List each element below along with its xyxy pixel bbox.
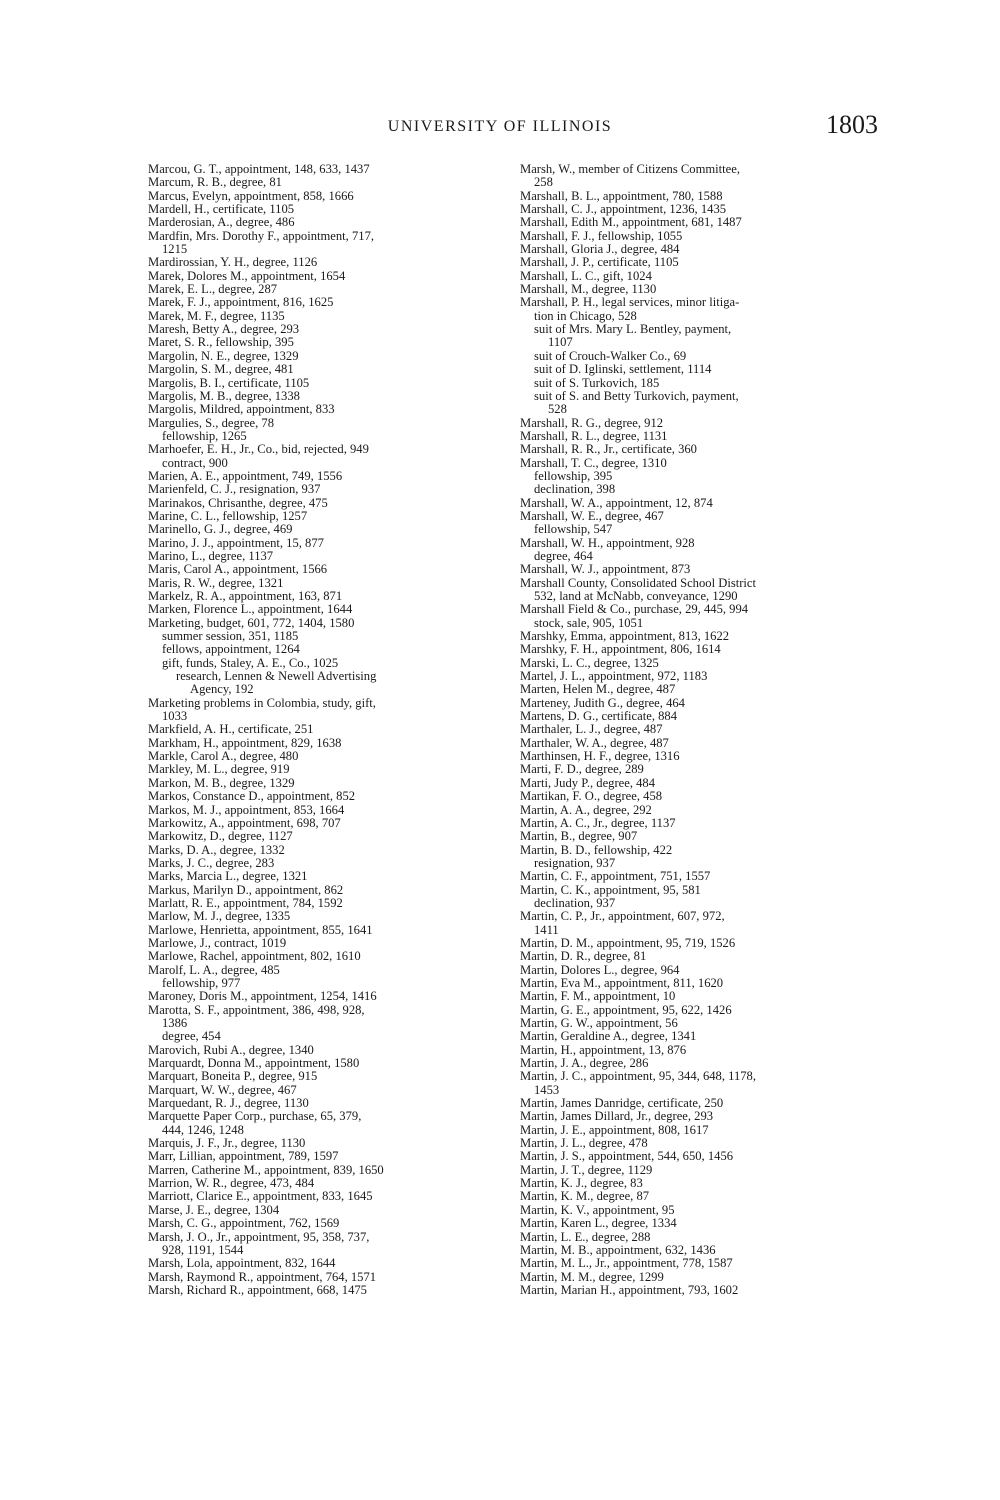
index-entry: declination, 937 [534, 896, 616, 910]
index-entry: 928, 1191, 1544 [162, 1243, 244, 1257]
index-entry: Marek, Dolores M., appointment, 1654 [148, 269, 346, 283]
index-entry: 1215 [162, 243, 188, 257]
index-column-right [520, 163, 865, 1297]
index-entry: Marderosian, A., degree, 486 [148, 216, 295, 230]
index-entry: Martin, Marian H., appointment, 793, 1602 [520, 1283, 739, 1297]
index-entry: Marren, Catherine M., appointment, 839, 1650 [148, 1163, 384, 1177]
index-entry: Markon, M. B., degree, 1329 [148, 776, 295, 790]
index-entry: Marthaler, L. J., degree, 487 [520, 723, 663, 737]
index-entry: Marek, M. F., degree, 1135 [148, 309, 285, 323]
index-entry: Marlowe, Henrietta, appointment, 855, 1641 [148, 923, 373, 937]
index-entry: Marinello, G. J., degree, 469 [148, 523, 293, 537]
index-entry: Martin, C. F., appointment, 751, 1557 [520, 870, 711, 884]
index-entry: Maris, Carol A., appointment, 1566 [148, 563, 328, 577]
index-entry: Margolis, Mildred, appointment, 833 [148, 403, 335, 417]
index-entry: Maris, R. W., degree, 1321 [148, 576, 284, 590]
index-entry: 1453 [534, 1083, 560, 1097]
index-entry: Marlowe, Rachel, appointment, 802, 1610 [148, 950, 361, 964]
index-entry: Martin, L. E., degree, 288 [520, 1230, 651, 1244]
index-entry: Marquart, Boneita P., degree, 915 [148, 1070, 318, 1084]
index-entry: stock, sale, 905, 1051 [534, 616, 644, 630]
index-entry: Marthaler, W. A., degree, 487 [520, 736, 669, 750]
index-entry: suit of D. Iglinski, settlement, 1114 [534, 363, 712, 377]
index-entry: Martin, H., appointment, 13, 876 [520, 1043, 687, 1057]
index-entry: Marolf, L. A., degree, 485 [148, 963, 280, 977]
index-entry: Martin, A. A., degree, 292 [520, 803, 652, 817]
index-entry: Martens, D. G., certificate, 884 [520, 710, 678, 724]
index-entry: Marcum, R. B., degree, 81 [148, 176, 282, 190]
index-entry: suit of S. and Betty Turkovich, payment, [534, 389, 739, 403]
index-entry: Marrion, W. R., degree, 473, 484 [148, 1177, 315, 1191]
index-entry: declination, 398 [534, 483, 616, 497]
index-entry: 528 [548, 403, 567, 417]
index-entry: Marketing, budget, 601, 772, 1404, 1580 [148, 616, 355, 630]
index-entry: Markfield, A. H., certificate, 251 [148, 723, 314, 737]
index-entry: fellowship, 1265 [162, 429, 247, 443]
index-entry: Martin, B. D., fellowship, 422 [520, 843, 673, 857]
index-entry: Markos, Constance D., appointment, 852 [148, 790, 356, 804]
index-entry: 1107 [548, 336, 573, 350]
index-entry: Marshall, C. J., appointment, 1236, 1435 [520, 203, 727, 217]
index-entry: Martin, J. A., degree, 286 [520, 1057, 649, 1071]
index-entry: Marks, Marcia L., degree, 1321 [148, 870, 308, 884]
index-entry: Marshall, R. L., degree, 1131 [520, 429, 668, 443]
index-entry: Marks, D. A., degree, 1332 [148, 843, 285, 857]
index-entry: Maroney, Doris M., appointment, 1254, 1416 [148, 990, 377, 1004]
index-entry: Martin, Dolores L., degree, 964 [520, 963, 680, 977]
index-entry: Marien, A. E., appointment, 749, 1556 [148, 469, 343, 483]
index-entry: Marlow, M. J., degree, 1335 [148, 910, 291, 924]
index-entry: Martin, James Danridge, certificate, 250 [520, 1097, 724, 1111]
index-entry: Markos, M. J., appointment, 853, 1664 [148, 803, 345, 817]
index-entry: Marse, J. E., degree, 1304 [148, 1203, 280, 1217]
index-entry: Marti, Judy P., degree, 484 [520, 776, 656, 790]
index-entry: Marks, J. C., degree, 283 [148, 856, 275, 870]
index-entry: Marienfeld, C. J., resignation, 937 [148, 483, 321, 497]
index-entry: Marsh, Richard R., appointment, 668, 1475 [148, 1283, 367, 1297]
index-entry: Marcus, Evelyn, appointment, 858, 1666 [148, 189, 354, 203]
index-entry: Marshall, R. R., Jr., certificate, 360 [520, 443, 697, 457]
index-entry: Marshall, T. C., degree, 1310 [520, 456, 667, 470]
index-entry: Marlatt, R. E., appointment, 784, 1592 [148, 896, 343, 910]
index-entry: Marshall, R. G., degree, 912 [520, 416, 664, 430]
index-entry: Martin, C. P., Jr., appointment, 607, 972, [520, 910, 725, 924]
index-entry: Maresh, Betty A., degree, 293 [148, 323, 300, 337]
index-entry: Marquis, J. F., Jr., degree, 1130 [148, 1137, 306, 1151]
index-entry: degree, 454 [162, 1030, 221, 1044]
index-entry: Marsh, W., member of Citizens Committee, [520, 163, 741, 176]
index-column-left [148, 163, 493, 1297]
index-entry: Marshky, Emma, appointment, 813, 1622 [520, 630, 730, 644]
index-entry: Marski, L. C., degree, 1325 [520, 656, 659, 670]
index-entry: Marshall, W. H., appointment, 928 [520, 536, 695, 550]
index-entry: Markowitz, D., degree, 1127 [148, 830, 293, 844]
index-entry: Martin, K. J., degree, 83 [520, 1177, 643, 1191]
index-entry: resignation, 937 [534, 856, 616, 870]
index-entry: Marhoefer, E. H., Jr., Co., bid, rejected, 949 [148, 443, 369, 457]
index-entry: Marlowe, J., contract, 1019 [148, 936, 287, 950]
index-entry: Martin, Karen L., degree, 1334 [520, 1217, 677, 1231]
index-entry: degree, 464 [534, 549, 593, 563]
index-entry: Martin, M. L., Jr., appointment, 778, 1587 [520, 1257, 733, 1271]
index-entry: Marshall Field & Co., purchase, 29, 445, 994 [520, 603, 749, 617]
index-entry: Marshall, L. C., gift, 1024 [520, 269, 652, 283]
index-entry: Marotta, S. F., appointment, 386, 498, 928, [148, 1003, 365, 1017]
index-entry: tion in Chicago, 528 [534, 309, 637, 323]
index-entry: Marriott, Clarice E., appointment, 833, 1645 [148, 1190, 373, 1204]
index-entry: Markham, H., appointment, 829, 1638 [148, 736, 342, 750]
index-entry: Martin, A. C., Jr., degree, 1137 [520, 816, 676, 830]
index-entry: Marsh, Raymond R., appointment, 764, 1571 [148, 1270, 377, 1284]
index-entry: Marshall, J. P., certificate, 1105 [520, 256, 679, 270]
index-entry: Martin, James Dillard, Jr., degree, 293 [520, 1110, 714, 1124]
index-entry: Markus, Marilyn D., appointment, 862 [148, 883, 344, 897]
index-entry: gift, funds, Staley, A. E., Co., 1025 [162, 656, 339, 670]
index-entry: Mardirossian, Y. H., degree, 1126 [148, 256, 318, 270]
index-entry: Marti, F. D., degree, 289 [520, 763, 644, 777]
index-entry: Marshall, W. E., degree, 467 [520, 509, 664, 523]
index-entry: 1033 [162, 710, 188, 724]
index-entry: fellowship, 547 [534, 523, 613, 537]
index-entry: Marshall, M., degree, 1130 [520, 283, 657, 297]
index-entry: Marten, Helen M., degree, 487 [520, 683, 676, 697]
index-entry: Martin, G. W., appointment, 56 [520, 1017, 678, 1030]
index-entry: Margolin, S. M., degree, 481 [148, 363, 294, 377]
index-entry: Marino, L., degree, 1137 [148, 549, 274, 563]
index-entry: fellowship, 977 [162, 976, 241, 990]
index-entry: Martin, J. T., degree, 1129 [520, 1163, 653, 1177]
index-entry: Marine, C. L., fellowship, 1257 [148, 509, 308, 523]
index-entry: Markle, Carol A., degree, 480 [148, 750, 299, 764]
index-entry: 532, land at McNabb, conveyance, 1290 [534, 590, 738, 603]
index-entry: Martin, C. K., appointment, 95, 581 [520, 883, 701, 897]
index-entry: Martin, M. B., appointment, 632, 1436 [520, 1243, 716, 1257]
index-entry: Martin, J. E., appointment, 808, 1617 [520, 1123, 709, 1137]
index-entry: Martin, Geraldine A., degree, 1341 [520, 1030, 697, 1044]
index-entry: Martin, K. V., appointment, 95 [520, 1203, 675, 1217]
index-entry: Marquart, W. W., degree, 467 [148, 1083, 297, 1097]
index-entry: Marcou, G. T., appointment, 148, 633, 1437 [148, 163, 370, 176]
index-entry: Marshall, Gloria J., degree, 484 [520, 243, 680, 257]
index-entry: Marinakos, Chrisanthe, degree, 475 [148, 496, 328, 510]
index-entry: fellowship, 395 [534, 469, 613, 483]
index-entry: Markowitz, A., appointment, 698, 707 [148, 816, 341, 830]
index-entry: research, Lennen & Newell Advertising [176, 670, 377, 684]
index-entry: Martin, J. L., degree, 478 [520, 1137, 648, 1151]
index-entry: Marsh, Lola, appointment, 832, 1644 [148, 1257, 336, 1271]
index-entry: Mardfin, Mrs. Dorothy F., appointment, 717, [148, 229, 375, 243]
index-entry: Marek, E. L., degree, 287 [148, 283, 278, 297]
index-entry: Marsh, J. O., Jr., appointment, 95, 358, 737, [148, 1230, 370, 1244]
index-entry: Martin, G. E., appointment, 95, 622, 1426 [520, 1003, 732, 1017]
index-entry: Marquedant, R. J., degree, 1130 [148, 1097, 309, 1111]
index-entry: Marquette Paper Corp., purchase, 65, 379, [148, 1110, 362, 1124]
index-entry: Martin, D. M., appointment, 95, 719, 1526 [520, 936, 736, 950]
index-entry: summer session, 351, 1185 [162, 630, 299, 644]
index-entry: Marsh, C. G., appointment, 762, 1569 [148, 1217, 340, 1231]
index-entry: Marshall, F. J., fellowship, 1055 [520, 229, 683, 243]
index-entry: Martel, J. L., appointment, 972, 1183 [520, 670, 708, 684]
index-entry: Marr, Lillian, appointment, 789, 1597 [148, 1150, 339, 1164]
index-entry: Markelz, R. A., appointment, 163, 871 [148, 590, 343, 603]
index-entry: Marketing problems in Colombia, study, gift, [148, 696, 376, 710]
index-entry: Agency, 192 [190, 683, 254, 697]
index-entry: Martin, J. S., appointment, 544, 650, 1456 [520, 1150, 734, 1164]
index-entry: Martin, B., degree, 907 [520, 830, 638, 844]
index-entry: fellows, appointment, 1264 [162, 643, 300, 657]
index-entry: Martin, K. M., degree, 87 [520, 1190, 650, 1204]
index-entry: Marino, J. J., appointment, 15, 877 [148, 536, 324, 550]
index-entry: suit of Crouch-Walker Co., 69 [534, 349, 687, 363]
index-entry: Marshall, W. A., appointment, 12, 874 [520, 496, 713, 510]
index-entry: Mardell, H., certificate, 1105 [148, 203, 295, 217]
index-entry: Maret, S. R., fellowship, 395 [148, 336, 294, 350]
page-header-title: UNIVERSITY OF ILLINOIS [387, 118, 613, 135]
index-entry: Marshky, F. H., appointment, 806, 1614 [520, 643, 721, 657]
index-entry: Margulies, S., degree, 78 [148, 416, 275, 430]
index-entry: Marthinsen, H. F., degree, 1316 [520, 750, 680, 764]
index-entry: contract, 900 [162, 456, 228, 470]
index-entry: Margolin, N. E., degree, 1329 [148, 349, 299, 363]
index-entry: Marshall, Edith M., appointment, 681, 1487 [520, 216, 742, 230]
index-entry: Martin, F. M., appointment, 10 [520, 990, 676, 1004]
index-entry: Marshall, B. L., appointment, 780, 1588 [520, 189, 723, 203]
index-entry: Marek, F. J., appointment, 816, 1625 [148, 296, 334, 310]
index-entry: Martin, J. C., appointment, 95, 344, 648, 1178, [520, 1070, 757, 1084]
index-entry: Martin, Eva M., appointment, 811, 1620 [520, 976, 724, 990]
page-number: 1803 [826, 110, 878, 139]
index-entry: Markley, M. L., degree, 919 [148, 763, 290, 777]
index-entry: suit of S. Turkovich, 185 [534, 376, 660, 390]
index-entry: Margolis, M. B., degree, 1338 [148, 389, 300, 403]
index-entry: Margolis, B. I., certificate, 1105 [148, 376, 310, 390]
index-entry: Marshall County, Consolidated School District [520, 576, 756, 590]
index-entry: 1411 [534, 923, 559, 937]
index-entry: Marken, Florence L., appointment, 1644 [148, 603, 353, 617]
index-entry: Martikan, F. O., degree, 458 [520, 790, 663, 804]
index-entry: 444, 1246, 1248 [162, 1123, 244, 1137]
index-entry: Marteney, Judith G., degree, 464 [520, 696, 685, 710]
index-entry: Marquardt, Donna M., appointment, 1580 [148, 1057, 360, 1071]
index-entry: Marovich, Rubi A., degree, 1340 [148, 1043, 314, 1057]
index-entry: 258 [534, 176, 553, 190]
index-entry: 1386 [162, 1017, 188, 1030]
index-entry: Marshall, W. J., appointment, 873 [520, 563, 691, 577]
index-entry: suit of Mrs. Mary L. Bentley, payment, [534, 323, 732, 337]
index-entry: Martin, D. R., degree, 81 [520, 950, 647, 964]
index-entry: Martin, M. M., degree, 1299 [520, 1270, 664, 1284]
index-entry: Marshall, P. H., legal services, minor litiga- [520, 296, 740, 310]
